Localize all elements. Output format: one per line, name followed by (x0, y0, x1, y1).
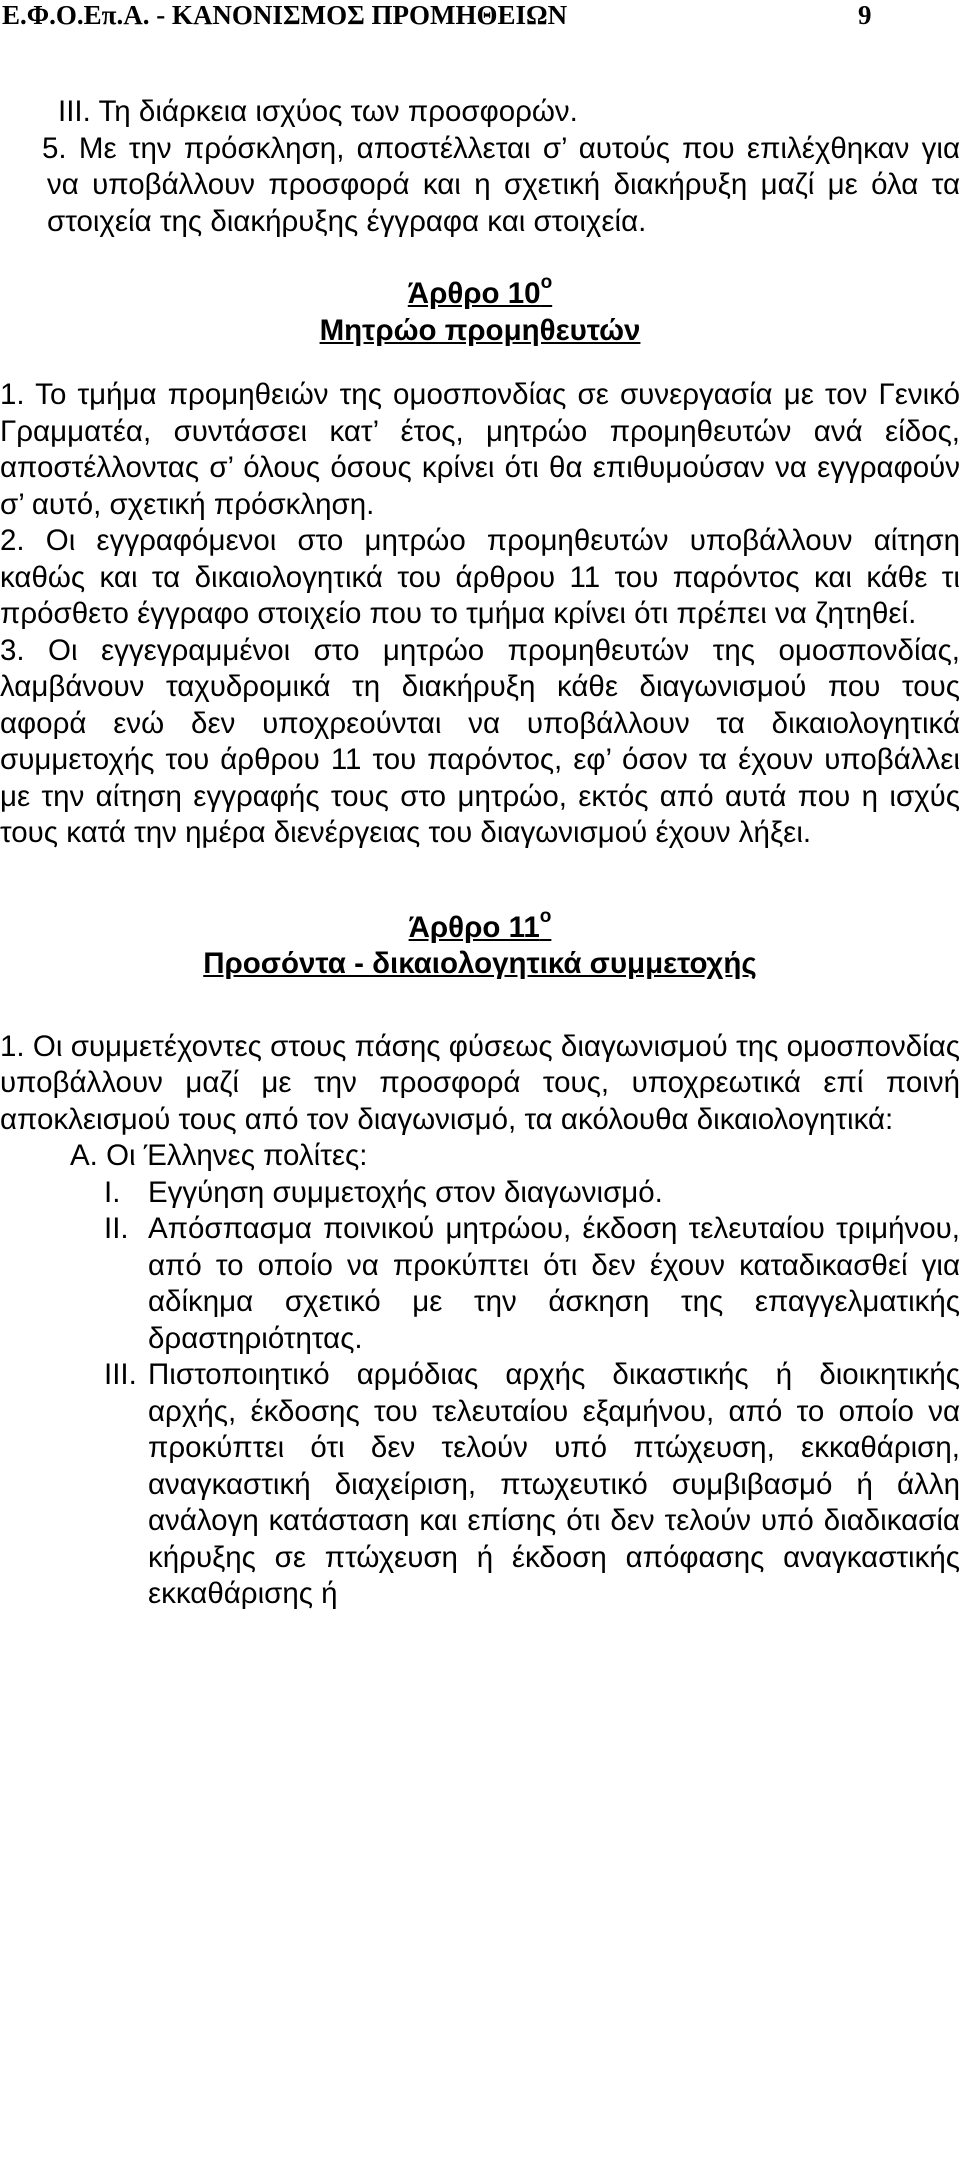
article-10-heading (0, 272, 960, 313)
article-11-subsection-a: Α. Οι Έλληνες πολίτες: (70, 1139, 368, 1172)
article-10-subtitle: Μητρώο προμηθευτών (319, 313, 641, 347)
roman-item (0, 1175, 960, 1212)
roman-item-label: Ι. (104, 1175, 121, 1209)
page-number: 9 (858, 0, 872, 30)
article-10-ordinal: ο (540, 272, 553, 293)
intro-item-5: 5. Με την πρόσκληση, αποστέλλεται σ’ αυτούς που επιλέχθηκαν για να υποβάλλουν προσφορά και η σχετική διακήρυξη μαζί με όλα τα στοιχεία της διακήρυξης έγγραφα και στοιχεία. (42, 131, 960, 238)
roman-item (0, 1211, 960, 1357)
article-10-paragraph-2: 2. Οι εγγραφόμενοι στο μητρώο προμηθευτών υποβάλλουν αίτηση καθώς και τα δικαιολογητικά του άρθρου 11 του παρόντος και κάθε τι πρόσθετο έγγραφο στοιχείο που το τμήμα κρίνει ότι πρέπει να ζητηθεί. (0, 524, 960, 630)
article-10-heading-text: Άρθρο 10 (407, 277, 541, 310)
body-text (0, 94, 960, 1613)
roman-item-label: ΙΙΙ. (104, 1358, 137, 1391)
roman-item (0, 1357, 960, 1613)
roman-item-text: Απόσπασμα ποινικού μητρώου, έκδοση τελευταίου τριμήνου, από το οποίο να προκύπτει ότι δεν έχουν καταδικασθεί για αδίκημα σχετικό με την άσκηση της επαγγελματικής δραστηριότητας. (148, 1212, 960, 1355)
article-11-paragraph-1: 1. Οι συμμετέχοντες στους πάσης φύσεως διαγωνισμού της ομοσπονδίας υποβάλλουν μαζί με την προσφορά τους, υποχρεωτικά επί ποινή αποκλεισμού τους από τον διαγωνισμό, τα ακόλουθα δικαιολογητικά: (0, 1029, 960, 1136)
article-11-ordinal: ο (539, 905, 552, 927)
article-11-heading (0, 905, 960, 947)
running-header (0, 0, 960, 40)
article-11-heading-text: Άρθρο 11 (408, 910, 540, 944)
article-11-subtitle: Προσόντα - δικαιολογητικά συμμετοχής (203, 947, 757, 980)
roman-item-text: Πιστοποιητικό αρμόδιας αρχής δικαστικής ή διοικητικής αρχής, έκδοσης του τελευταίου εξαμήνου, από το οποίο να προκύπτει ότι δεν τελούν υπό πτώχευση, εκκαθάριση, αναγκαστική διαχείριση, πτωχευτικό συμβιβασμό ή άλλη ανάλογη κατάσταση και επίσης ότι δεν τελούν υπό διαδικασία κήρυξης σε πτώχευση ή έκδοση απόφασης αναγκαστικής εκκαθάρισης ή (148, 1358, 960, 1610)
header-title: Ε.Φ.Ο.Επ.Α. - ΚΑΝΟΝΙΣΜΟΣ ΠΡΟΜΗΘΕΙΩΝ (2, 0, 568, 30)
roman-item-label: ΙΙ. (104, 1212, 129, 1245)
intro-item-iii: ΙΙΙ. Τη διάρκεια ισχύος των προσφορών. (58, 95, 578, 128)
article-10-paragraph-3: 3. Οι εγγεγραμμένοι στο μητρώο προμηθευτών της ομοσπονδίας, λαμβάνουν ταχυδρομικά τη διακήρυξη κάθε διαγωνισμού που τους αφορά ενώ δεν υποχρεούνται να υποβάλλουν τα δικαιολογητικά συμμετοχής του άρθρου 11 του παρόντος, εφ’ όσον τα έχουν υποβάλλει με την αίτηση εγγραφής τους στο μητρώο, εκτός από αυτά που η ισχύς τους κατά την ημέρα διενέργειας του διαγωνισμού έχουν λήξει. (0, 633, 960, 849)
article-10-paragraph-1: 1. Το τμήμα προμηθειών της ομοσπονδίας σε συνεργασία με τον Γενικό Γραμματέα, συντάσσει κατ’ έτος, μητρώο προμηθευτών ανά είδος, αποστέλλοντας σ’ όλους όσους κρίνει ότι θα επιθυμούσαν να εγγραφούν σ’ αυτό, σχετική πρόσκληση. (0, 378, 960, 521)
roman-item-text: Εγγύηση συμμετοχής στον διαγωνισμό. (148, 1175, 663, 1209)
